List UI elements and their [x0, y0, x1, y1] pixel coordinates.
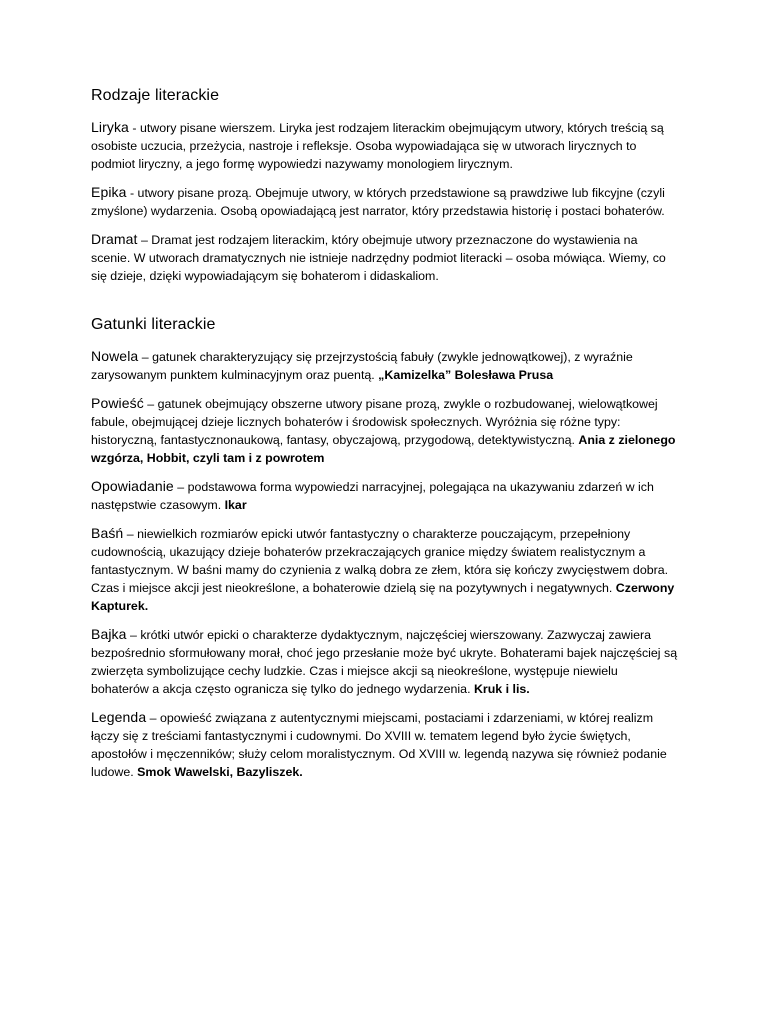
entry-description: niewielkich rozmiarów epicki utwór fantastyczny o charakterze pouczającym, przepełniony cudownością, ukazujący dzieje bohaterów przekraczających granice między światem realistycznym a fantastycznym. W baśni mamy do czynienia z walką dobra ze złem, która się kończy zwycięstwem dobra. Czas i miejsce akcji jest nieokreślone, a bohaterowie dzielą się na pozytywnych i negatywnych.: [91, 527, 669, 595]
section-rodzaje-literackie: [91, 86, 678, 285]
entry-examples: Ania z zielonego wzgórza, Hobbit, czyli tam i z powrotem: [91, 433, 676, 465]
entry-term: Nowela: [91, 348, 139, 364]
entry-basn: [91, 524, 678, 615]
entry-opowiadanie: [91, 477, 678, 514]
entry-description: utwory pisane prozą. Obejmuje utwory, w których przedstawione są prawdziwe lub fikcyjne (czyli zmyślone) wydarzenia. Osobą opowiadającą jest narrator, który przedstawia historię i postaci bohaterów.: [91, 186, 665, 218]
entry-bajka: [91, 625, 678, 698]
section-heading: Gatunki literackie: [91, 316, 216, 333]
section-heading: Rodzaje literackie: [91, 87, 220, 104]
entry-separator: -: [128, 121, 140, 135]
entry-separator: –: [137, 233, 152, 247]
entry-examples: „Kamizelka” Bolesława Prusa: [378, 368, 554, 382]
entry-term: Opowiadanie: [91, 478, 174, 494]
entry-dramat: [91, 230, 678, 285]
entry-examples: Smok Wawelski, Bazyliszek.: [137, 765, 303, 779]
entry-separator: –: [138, 350, 153, 364]
entry-description: gatunek obejmujący obszerne utwory pisane prozą, zwykle o rozbudowanej, wielowątkowej fabule, obejmującej dzieje licznych bohaterów i środowisk społecznych. Wyróżnia się różne typy: historyczną, fantastycznonaukową, fantasy, obyczajową, przygodową, detektywistyczną.: [91, 397, 658, 447]
entry-description: opowieść związana z autentycznymi miejscami, postaciami i zdarzeniami, w której realizm łączy się z treściami fantastycznymi i cudownymi. Do XVIII w. tematem legend było życie świętych, apostołów i męczenników; służy celom moralistycznym. Od XVIII w. legendą nazywa się również podanie ludowe.: [91, 711, 667, 779]
entry-description: gatunek charakteryzujący się przejrzystością fabuły (zwykle jednowątkowej), z wyraźnie zarysowanym punktem kulminacyjnym oraz puentą.: [91, 350, 633, 382]
entry-separator: –: [146, 711, 160, 725]
entry-term: Liryka: [91, 119, 129, 135]
entry-nowela: [91, 347, 678, 384]
entry-examples: Kruk i lis.: [473, 682, 530, 696]
entry-term: Bajka: [91, 626, 127, 642]
section-gatunki-literackie: [91, 315, 678, 781]
entry-examples: Ikar: [224, 498, 247, 512]
entry-liryka: [91, 118, 678, 173]
entry-separator: –: [143, 397, 158, 411]
entry-term: Baśń: [91, 525, 124, 541]
entry-term: Powieść: [91, 395, 144, 411]
entry-separator: –: [126, 628, 141, 642]
entry-separator: –: [123, 527, 138, 541]
entry-powiesc: [91, 394, 678, 467]
entry-separator: -: [126, 186, 138, 200]
entry-term: Legenda: [91, 709, 147, 725]
entry-term: Dramat: [91, 231, 138, 247]
entry-separator: –: [173, 480, 188, 494]
entry-description: podstawowa forma wypowiedzi narracyjnej, polegająca na ukazywaniu zdarzeń w ich następstwie czasowym.: [91, 480, 654, 512]
entry-description: utwory pisane wierszem. Liryka jest rodzajem literackim obejmującym utwory, których treścią są osobiste uczucia, przeżycia, nastroje i refleksje. Osoba wypowiadająca się w utworach lirycznych to podmiot liryczny, a jego formę wypowiedzi nazywamy monologiem lirycznym.: [91, 121, 664, 171]
entry-description: krótki utwór epicki o charakterze dydaktycznym, najczęściej wierszowany. Zazwyczaj zawiera bezpośrednio sformułowany morał, choć jego przesłanie może być ukryte. Bohaterami bajek najczęściej są zwierzęta symbolizujące cechy ludzkie. Czas i miejsce akcji są nieokreślone, występuje niewielu bohaterów a akcja często ogranicza się tylko do jednego wydarzenia.: [91, 628, 678, 696]
entry-description: Dramat jest rodzajem literackim, który obejmuje utwory przeznaczone do wystawienia na scenie. W utworach dramatycznych nie istnieje nadrzędny podmiot literacki – osoba mówiąca. Wiemy, co się dzieje, dzięki wypowiadającym się bohaterom i didaskaliom.: [91, 233, 666, 283]
entry-term: Epika: [91, 184, 127, 200]
entry-legenda: [91, 708, 678, 781]
entry-epika: [91, 183, 678, 220]
entry-examples: Czerwony Kapturek.: [91, 581, 675, 613]
